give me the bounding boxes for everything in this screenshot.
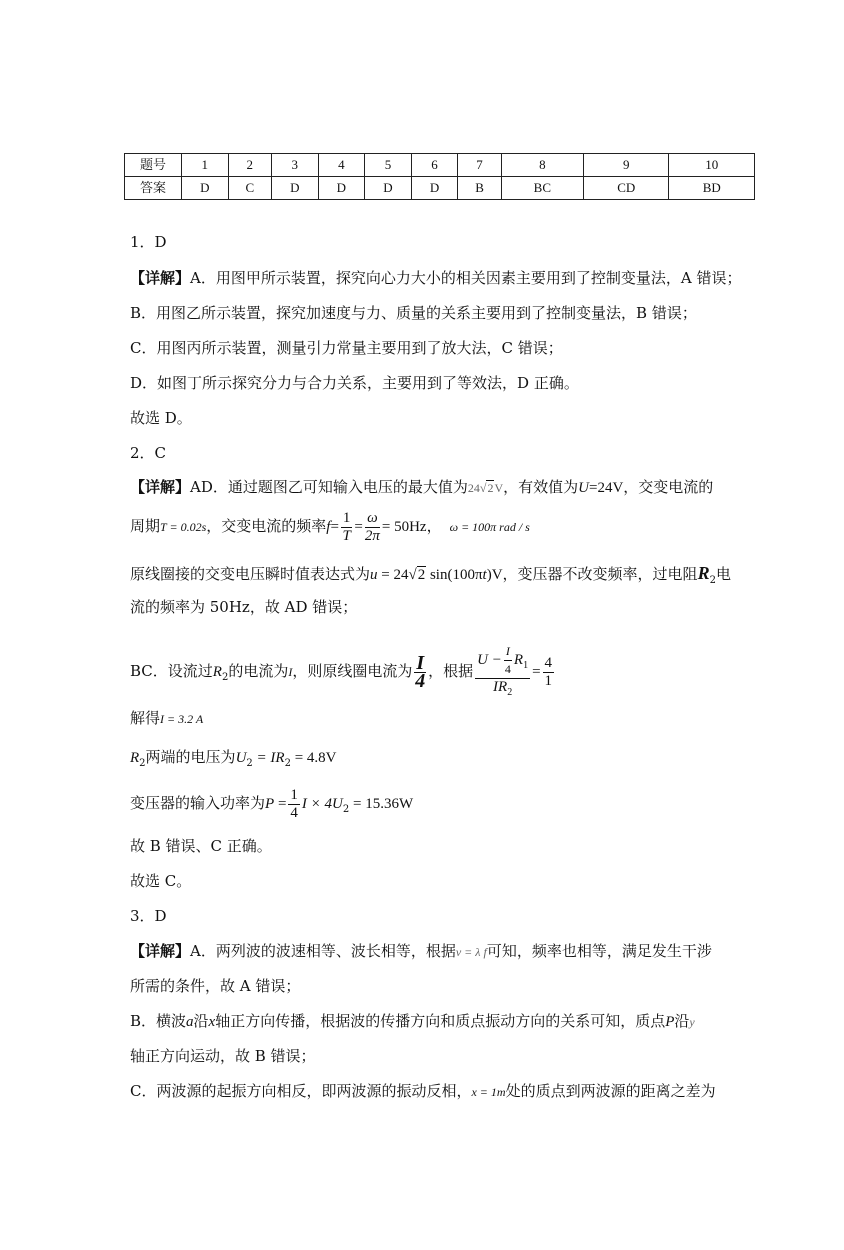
q2-frac-I-over-4	[414, 651, 426, 692]
q2-var-U: U	[578, 480, 590, 496]
frac-denominator: 4	[415, 669, 426, 692]
q2-var-R: R	[697, 563, 710, 583]
table-cell-number: 4	[318, 154, 365, 177]
q1-heading: 1．D	[130, 233, 167, 251]
q2-max-voltage	[468, 481, 503, 495]
q3-c-line-1	[130, 1081, 716, 1102]
sqrt-radicand: 2	[417, 567, 426, 583]
q3-heading: 3．D	[130, 907, 167, 925]
q2-ad-3-close: )V	[486, 567, 503, 583]
q2-eq-U: U −	[477, 651, 502, 668]
q1-line-b: B．用图乙所示装置，探究加速度与力、质量的关系主要用到了控制变量法，B 错误；	[130, 304, 697, 322]
q2-eq-R1: R	[513, 651, 524, 668]
q3-wave-formula: v = λ f	[455, 945, 487, 959]
table-cell-answer: C	[228, 177, 271, 200]
q2-r2-value: = 4.8V	[290, 750, 337, 766]
frac-numerator: 1	[342, 509, 351, 526]
frac-denominator	[475, 679, 530, 701]
q3-b-1-a: B．横波	[130, 1012, 187, 1030]
q2-ad-2-b: ，交变电流的频率	[206, 517, 327, 535]
q2-r2-IR-sub: 2	[284, 758, 291, 769]
frac-numerator: ω	[365, 510, 380, 528]
q3-b-line-2: 轴正方向运动，故 B 错误；	[130, 1047, 316, 1065]
frac-numerator	[475, 643, 530, 679]
answer-table-number-row	[125, 154, 755, 177]
q2-ad-3-a: 原线圈接的交变电压瞬时值表达式为	[130, 565, 371, 583]
q2-ad-3-c: 电	[715, 565, 731, 583]
q2-var-P: P	[265, 796, 275, 812]
q2-var-f: f	[326, 519, 331, 535]
q1-line-d: D．如图丁所示探究分力与合力关系，主要用到了等效法，D 正确。	[130, 374, 579, 392]
frac-numerator: 1	[290, 786, 298, 803]
q2-var-R-sub: 2	[139, 758, 146, 769]
q2-ratio-4-over-1	[543, 655, 555, 690]
q2-var-t: t	[482, 567, 487, 583]
q2-r2-b: 两端的电压为	[145, 748, 236, 766]
q2-ad-2-a: 周期	[130, 517, 161, 535]
q2-effective-voltage: =24V，交变电流的	[589, 480, 714, 496]
q2-var-U: U	[235, 750, 247, 766]
q3-position: x = 1m	[471, 1085, 506, 1099]
q2-bc-1-b: 的电流为	[228, 662, 289, 680]
frac-denominator: 4	[290, 804, 298, 821]
q3-var-P: P	[665, 1014, 675, 1030]
detail-tag: 【详解】	[130, 269, 191, 287]
q3-b-1-d: 沿	[674, 1012, 690, 1030]
q2-var-R: R	[130, 750, 140, 766]
q2-eq-sign: =	[274, 796, 287, 812]
sqrt-symbol: √2	[408, 567, 426, 583]
detail-tag: 【详解】	[130, 942, 191, 960]
frac-denominator: 1	[544, 672, 553, 689]
q3-var-y: y	[689, 1015, 695, 1029]
q3-c-1-b: 处的质点到两波源的距离之差为	[505, 1082, 716, 1100]
q3-a-1-tail: 可知，频率也相等，满足发生干涉	[486, 942, 712, 960]
table-cell-answer: D	[182, 177, 229, 200]
table-cell-number: 7	[458, 154, 501, 177]
q2-bc-1-c: ，则原线圈电流为	[292, 662, 413, 680]
sqrt-symbol: √2	[479, 481, 494, 495]
q3-b-line-1	[130, 1011, 695, 1032]
table-cell-number: 8	[501, 154, 583, 177]
table-cell-number: 9	[583, 154, 668, 177]
q2-bc-1-d: ，根据	[428, 662, 474, 680]
q2-max-voltage-unit: V	[494, 481, 504, 495]
table-header-question-number: 题号	[125, 154, 182, 177]
q2-ad-3-eq: = 24	[377, 567, 409, 583]
q2-frequency: = 50Hz，	[381, 519, 442, 535]
table-cell-answer: BD	[669, 177, 755, 200]
table-cell-number: 1	[182, 154, 229, 177]
q2-ad-1-text: AD．通过题图乙可知输入电压的最大值为	[190, 478, 468, 496]
q2-ad-line-3	[130, 563, 731, 591]
table-cell-number: 10	[669, 154, 755, 177]
detail-tag: 【详解】	[130, 478, 191, 496]
q2-eq-IR: IR	[493, 679, 508, 695]
table-cell-answer: D	[365, 177, 412, 200]
q2-var-U-sub: 2	[246, 758, 253, 769]
q2-frac-1-over-4	[288, 787, 300, 822]
frac-denominator: 2π	[364, 527, 380, 544]
q2-power-value: = 15.36W	[349, 796, 414, 812]
table-cell-answer: D	[318, 177, 365, 200]
q3-a-line-2: 所需的条件，故 A 错误；	[130, 977, 301, 995]
q2-power-line	[130, 785, 413, 828]
q3-var-a: a	[186, 1014, 194, 1030]
q2-ad-1-tail: ，有效值为	[503, 478, 579, 496]
frac-numerator: I	[504, 643, 512, 661]
q2-ad-line-1	[130, 477, 713, 498]
q2-ad-3-b: ，变压器不改变频率，过电阻	[502, 565, 698, 583]
table-cell-answer: BC	[501, 177, 583, 200]
table-cell-answer: D	[411, 177, 458, 200]
q2-period: T = 0.02s	[160, 520, 207, 534]
q2-ad-line-4: 流的频率为 50Hz，故 AD 错误；	[130, 598, 358, 616]
q2-var-I: I	[288, 665, 293, 679]
q2-result: 故 B 错误、C 正确。	[130, 837, 272, 855]
q2-sin: sin(100π	[426, 567, 483, 583]
q2-eq-R1-sub: 1	[523, 659, 529, 671]
frac-denominator: T	[342, 527, 351, 544]
q2-var-u: u	[370, 567, 378, 583]
frac-denominator: 4	[504, 662, 511, 676]
table-cell-number: 3	[271, 154, 318, 177]
q1-line-a	[130, 268, 741, 288]
q2-eq-IR-sub: 2	[507, 687, 513, 698]
table-cell-answer: D	[271, 177, 318, 200]
q2-power-expr: I × 4U	[301, 796, 343, 812]
q3-b-1-b: 沿	[193, 1012, 209, 1030]
q2-r2-IR: = IR	[252, 750, 285, 766]
answer-table-answer-row	[125, 177, 755, 200]
table-cell-answer: B	[458, 177, 501, 200]
q2-eq-inner-frac	[504, 643, 512, 678]
q2-ad-line-2: 周期T = 0.02s，交变电流的频率f= $\frac{1}{T}$ = $\frac{\omega}{2\pi}$ = 50Hz， ω = 100π rad / s	[130, 509, 530, 544]
q1-line-c: C．用图丙所示装置，测量引力常量主要用到了放大法，C 错误；	[130, 339, 563, 357]
frac-numerator: I	[416, 651, 425, 674]
q2-frac-1-over-T	[341, 510, 353, 545]
q3-a-line-1	[130, 941, 712, 962]
q2-power-a: 变压器的输入功率为	[130, 794, 266, 812]
frac-numerator: 4	[544, 654, 553, 671]
q2-ratio-equation-lhs	[475, 643, 530, 701]
q2-omega: ω = 100π rad / s	[449, 520, 530, 534]
q2-conclusion: 故选 C。	[130, 872, 192, 890]
q2-solve-value: I = 3.2 A	[160, 712, 204, 726]
q2-heading: 2．C	[130, 444, 167, 462]
q3-a-1-text: A．两列波的波速相等、波长相等，根据	[190, 942, 456, 960]
q2-r2-voltage-line	[130, 747, 336, 774]
q2-frac-omega-over-2pi	[365, 510, 380, 545]
q2-var-R: R	[212, 664, 222, 680]
table-cell-number: 5	[365, 154, 412, 177]
answer-table	[124, 153, 755, 200]
q1-line-a-text: A．用图甲所示装置，探究向心力大小的相关因素主要用到了控制变量法，A 错误；	[190, 269, 742, 287]
q2-eq-sign: =	[532, 664, 541, 680]
q2-solve-line	[130, 708, 203, 729]
q2-power-expr-sub: 2	[342, 804, 350, 815]
q3-var-x: x	[208, 1014, 216, 1030]
table-cell-number: 2	[228, 154, 271, 177]
q2-var-R-sub: 2	[709, 575, 716, 586]
q2-eq-sign: =	[330, 519, 339, 535]
q2-solve-a: 解得	[130, 709, 161, 727]
q2-var-R-sub: 2	[221, 672, 229, 683]
table-cell-answer: CD	[583, 177, 668, 200]
q2-max-voltage-coef: 24	[467, 481, 480, 495]
q3-c-1-a: C．两波源的起振方向相反，即两波源的振动反相，	[130, 1082, 472, 1100]
q2-bc-1-a: BC．设流过	[130, 662, 213, 680]
q1-conclusion: 故选 D。	[130, 409, 192, 427]
q3-b-1-c: 轴正方向传播，根据波的传播方向和质点振动方向的关系可知，质点	[215, 1012, 666, 1030]
table-cell-number: 6	[411, 154, 458, 177]
sqrt-radicand: 2	[487, 481, 494, 495]
table-header-answer: 答案	[125, 177, 182, 200]
q2-bc-line-1	[130, 643, 556, 701]
